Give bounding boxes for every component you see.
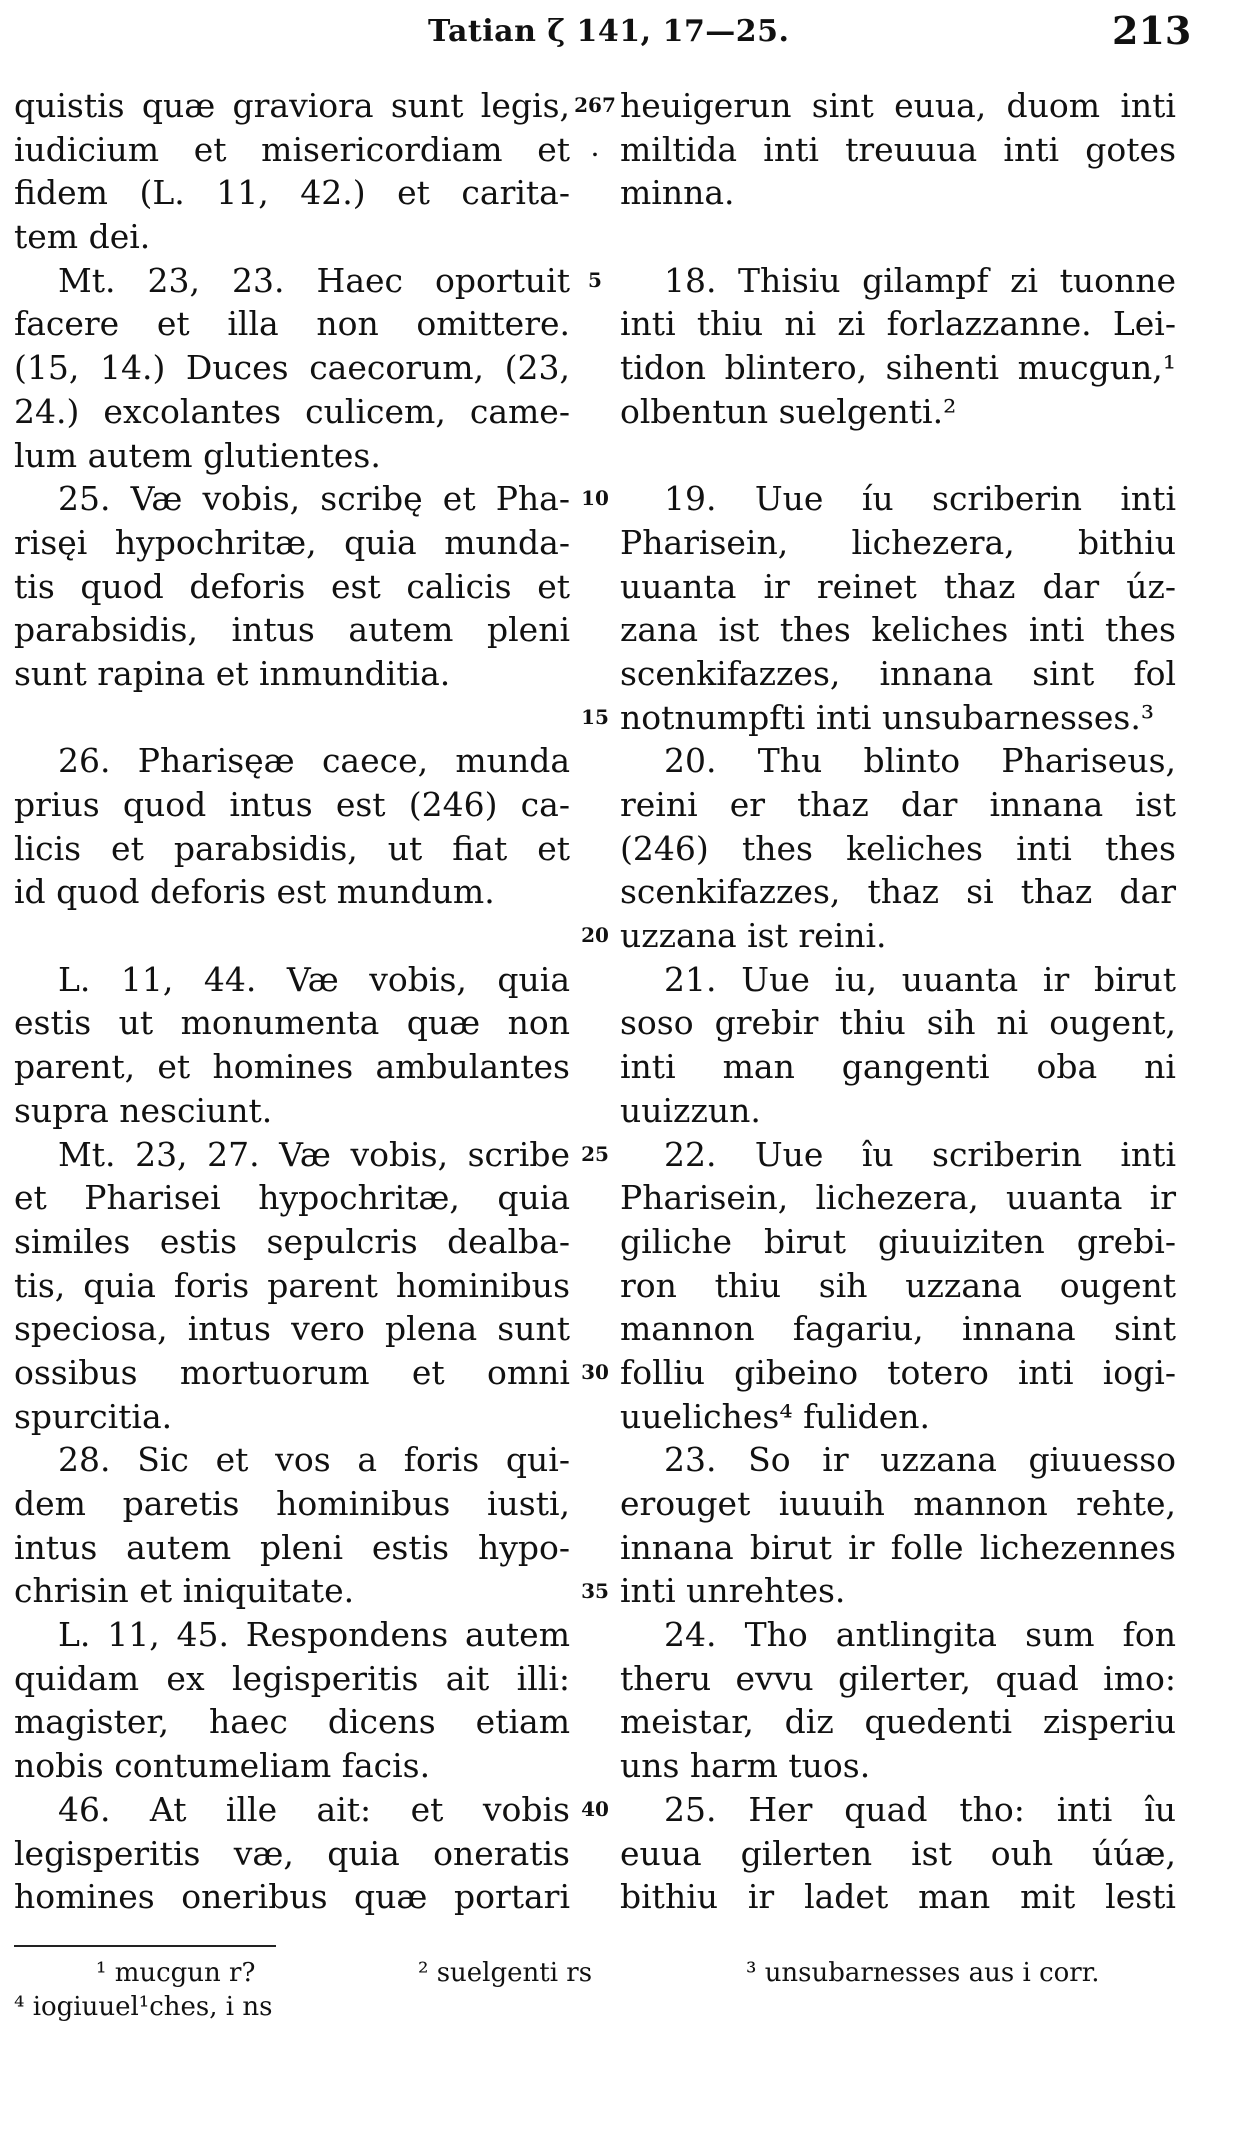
latin-text-line: speciosa, intus vero plena sunt xyxy=(14,1309,570,1349)
ohg-text-line: (246) thes keliches inti thes xyxy=(620,828,1176,868)
line-number: 40 xyxy=(581,1797,609,1822)
ohg-text-line: mannon fagariu, innana sint xyxy=(620,1309,1176,1349)
latin-text-line: parabsidis, intus autem pleni xyxy=(14,610,570,650)
latin-text-line: supra nesciunt. xyxy=(14,1090,273,1130)
latin-text-line: 46. At ille ait: et vobis xyxy=(58,1789,570,1829)
ohg-text-line: ron thiu sih uzzana ougent xyxy=(620,1265,1176,1305)
ohg-text-line: 18. Thisiu gilampf zi tuonne xyxy=(664,260,1176,300)
ohg-text-line: inti unrehtes. xyxy=(620,1571,846,1611)
latin-column xyxy=(14,84,570,1919)
latin-text-line: ossibus mortuorum et omni xyxy=(14,1352,570,1392)
latin-text-line: tis quod deforis est calicis et xyxy=(14,566,570,606)
latin-text-line: estis ut monumenta quæ non xyxy=(14,1003,570,1043)
latin-text-line: prius quod intus est (246) ca- xyxy=(14,785,570,824)
latin-text-line: legisperitis væ, quia oneratis xyxy=(14,1833,570,1873)
latin-text-line: 26. Pharisęæ caece, munda xyxy=(58,741,570,781)
footnote-4: ⁴ iogiuuel¹ches, i ns xyxy=(14,1992,273,2022)
ohg-text-line: giliche birut giuuiziten grebi- xyxy=(620,1221,1176,1261)
ohg-text-line: uzzana ist reini. xyxy=(620,916,887,956)
latin-text-line: magister, haec dicens etiam xyxy=(14,1702,570,1742)
footnote-rule xyxy=(14,1945,276,1947)
ohg-text-line: 21. Uue iu, uuanta ir birut xyxy=(664,959,1176,999)
latin-text-line: licis et parabsidis, ut fiat et xyxy=(14,828,570,868)
ohg-text-line: Pharisein, lichezera, uuanta ir xyxy=(620,1178,1176,1218)
latin-text-line: nobis contumeliam facis. xyxy=(14,1746,431,1786)
latin-text-line: L. 11, 44. Væ vobis, quia xyxy=(58,959,570,999)
ohg-text-line: heuigerun sint euua, duom inti xyxy=(620,86,1176,125)
ohg-text-line: soso grebir thiu sih ni ougent, xyxy=(620,1003,1176,1043)
latin-text-line: homines oneribus quæ portari xyxy=(14,1877,570,1917)
old-high-german-column xyxy=(620,84,1176,1919)
latin-text-line: et Pharisei hypochritæ, quia xyxy=(14,1178,570,1218)
page-number: 213 xyxy=(1112,8,1192,53)
latin-text-line: 28. Sic et vos a foris qui- xyxy=(58,1440,570,1480)
ohg-text-line: scenkifazzes, thaz si thaz dar xyxy=(620,872,1176,912)
latin-text-line: 25. Væ vobis, scribę et Pha- xyxy=(58,479,570,519)
ohg-text-line: bithiu ir ladet man mit lesti xyxy=(620,1877,1176,1917)
latin-text-line: intus autem pleni estis hypo- xyxy=(14,1527,570,1567)
ohg-text-line: reini er thaz dar innana ist xyxy=(620,785,1176,824)
ohg-text-line: uuizzun. xyxy=(620,1090,761,1130)
ohg-text-line: theru evvu gilerter, quad imo: xyxy=(620,1658,1176,1698)
ohg-text-line: notnumpfti inti unsubarnesses.³ xyxy=(620,697,1155,737)
ohg-text-line: euua gilerten ist ouh úúæ, xyxy=(620,1833,1176,1873)
ohg-text-line: innana birut ir folle lichezennes xyxy=(620,1527,1176,1567)
ohg-text-line: 22. Uue îu scriberin inti xyxy=(664,1134,1176,1174)
latin-text-line: lum autem glutientes. xyxy=(14,435,381,475)
latin-text-line xyxy=(14,696,570,740)
footnote-2: ² suelgenti rs xyxy=(418,1958,593,1988)
ohg-text-line: folliu gibeino totero inti iogi- xyxy=(620,1352,1176,1392)
line-number: 267 xyxy=(574,93,616,117)
ohg-text-line: 19. Uue íu scriberin inti xyxy=(664,479,1176,519)
ohg-text-line: 20. Thu blinto Phariseus, xyxy=(664,741,1176,781)
latin-text-line: Mt. 23, 23. Haec oportuit xyxy=(58,260,570,300)
line-number: 25 xyxy=(581,1141,609,1166)
footnote-1: ¹ mucgun r? xyxy=(96,1958,256,1988)
latin-text-line: dem paretis hominibus iusti, xyxy=(14,1484,570,1523)
ohg-text-line: miltida inti treuuua inti gotes xyxy=(620,129,1176,169)
ohg-text-line: inti thiu ni zi forlazzanne. Lei- xyxy=(620,304,1176,344)
ohg-text-line: scenkifazzes, innana sint fol xyxy=(620,653,1176,693)
ohg-text-line: tidon blintero, sihenti mucgun,¹ xyxy=(620,348,1176,388)
latin-text-line: tem dei. xyxy=(14,217,151,257)
latin-text-line: (15, 14.) Duces caecorum, (23, xyxy=(14,348,570,388)
line-number: 30 xyxy=(581,1360,609,1385)
ohg-text-line: uueliches⁴ fuliden. xyxy=(620,1396,931,1436)
ohg-text-line xyxy=(620,215,1176,259)
ohg-text-line: uns harm tuos. xyxy=(620,1746,871,1786)
ohg-text-line: zana ist thes keliches inti thes xyxy=(620,610,1176,650)
ohg-text-line: Pharisein, lichezera, bithiu xyxy=(620,522,1176,562)
latin-text-line: tis, quia foris parent hominibus xyxy=(14,1265,570,1305)
latin-text-line: spurcitia. xyxy=(14,1396,173,1436)
ohg-text-line: 25. Her quad tho: inti îu xyxy=(664,1789,1176,1829)
ohg-text-line: 24. Tho antlingita sum fon xyxy=(664,1615,1176,1655)
latin-text-line: sunt rapina et inmunditia. xyxy=(14,653,451,693)
ohg-text-line xyxy=(620,434,1176,478)
running-title: Tatian ζ 141, 17—25. xyxy=(428,14,790,49)
latin-text-line: L. 11, 45. Respondens autem xyxy=(58,1615,570,1655)
latin-text-line: parent, et homines ambulantes xyxy=(14,1047,570,1087)
ohg-text-line: inti man gangenti oba ni xyxy=(620,1047,1176,1087)
ohg-text-line: uuanta ir reinet thaz dar úz- xyxy=(620,566,1176,606)
line-number: 35 xyxy=(581,1578,609,1603)
ohg-text-line: olbentun suelgenti.² xyxy=(620,391,957,431)
footnote-3: ³ unsubarnesses aus i corr. xyxy=(746,1958,1100,1988)
latin-text-line: 24.) excolantes culicem, came- xyxy=(14,391,570,431)
latin-text-line: Mt. 23, 27. Væ vobis, scribe xyxy=(58,1134,570,1174)
latin-text-line: id quod deforis est mundum. xyxy=(14,872,495,912)
line-number: 20 xyxy=(581,923,609,948)
line-number: . xyxy=(591,136,599,161)
ohg-text-line: meistar, diz quedenti zisperiu xyxy=(620,1702,1176,1742)
latin-text-line: quistis quæ graviora sunt legis, xyxy=(14,86,570,125)
line-number: 10 xyxy=(581,486,609,511)
ohg-text-line: minna. xyxy=(620,173,735,213)
ohg-text-line: 23. So ir uzzana giuuesso xyxy=(664,1440,1176,1480)
latin-text-line: chrisin et iniquitate. xyxy=(14,1571,355,1611)
latin-text-line: facere et illa non omittere. xyxy=(14,304,570,344)
latin-text-line: similes estis sepulcris dealba- xyxy=(14,1221,570,1261)
ohg-text-line: erouget iuuuih mannon rehte, xyxy=(620,1484,1176,1523)
latin-text-line: risęi hypochritæ, quia munda- xyxy=(14,522,570,562)
line-number: 5 xyxy=(588,267,602,292)
latin-text-line: quidam ex legisperitis ait illi: xyxy=(14,1658,570,1698)
latin-text-line: fidem (L. 11, 42.) et carita- xyxy=(14,173,570,213)
latin-text-line: iudicium et misericordiam et xyxy=(14,129,570,169)
line-number: 15 xyxy=(581,704,609,729)
latin-text-line xyxy=(14,914,570,958)
running-header xyxy=(0,8,1244,60)
